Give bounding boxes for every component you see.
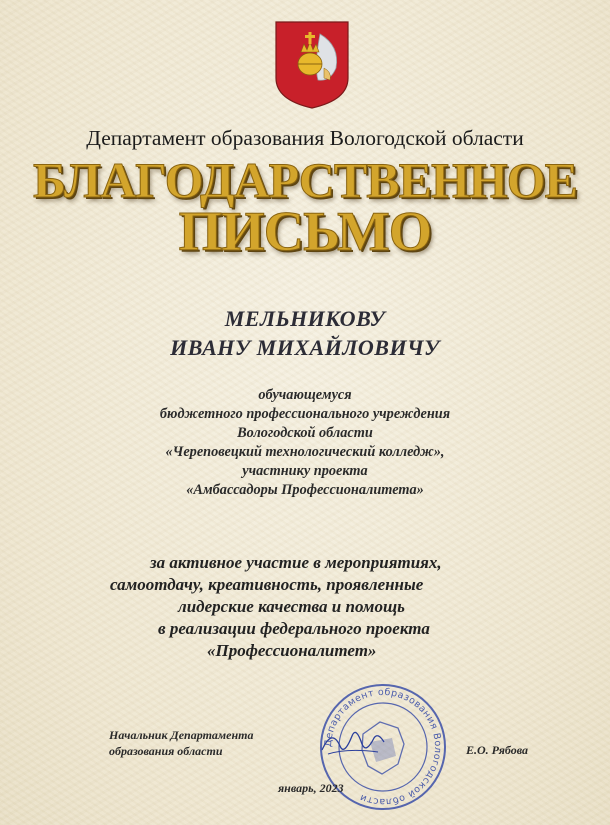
reason-line: лидерские качества и помощь [178,597,405,616]
recipient-name: ИВАНУ МИХАЙЛОВИЧУ [170,335,440,360]
signatory-name: Е.О. Рябова [466,743,528,757]
description-line: обучающемуся [258,387,352,403]
reason-line: за активное участие в мероприятиях, [150,553,442,572]
description-line: «Череповецкий технологический колледж», [165,444,445,460]
reason-line: «Профессионалитет» [207,641,377,660]
issue-date: январь, 2023 [278,781,344,795]
department-name: Департамент образования Вологодской области [86,126,524,150]
description-line: бюджетного профессионального учреждения [159,406,451,422]
title-line-2: ПИСЬМО [178,201,432,263]
recipient-description [0,386,610,500]
description-line: «Амбассадоры Профессионалитета» [186,482,424,498]
recipient-surname: МЕЛЬНИКОВУ [224,306,386,331]
coat-of-arms-icon [274,20,350,110]
description-line: Вологодской области [237,425,373,441]
reason-line: в реализации федерального проекта [158,619,430,638]
signatory-title-line: Начальник Департамента [109,728,254,742]
stamp-text: Департамент образования Вологодской области [322,686,444,808]
reason-line: самоотдачу, креативность, проявленные [110,575,424,594]
signatory-title [109,727,253,759]
handwritten-signature-icon [318,722,388,762]
title-line-1: БЛАГОДАРСТВЕННОЕ [33,152,577,208]
description-line: участнику проекта [242,463,368,479]
signatory-title-line: образования области [109,744,223,758]
